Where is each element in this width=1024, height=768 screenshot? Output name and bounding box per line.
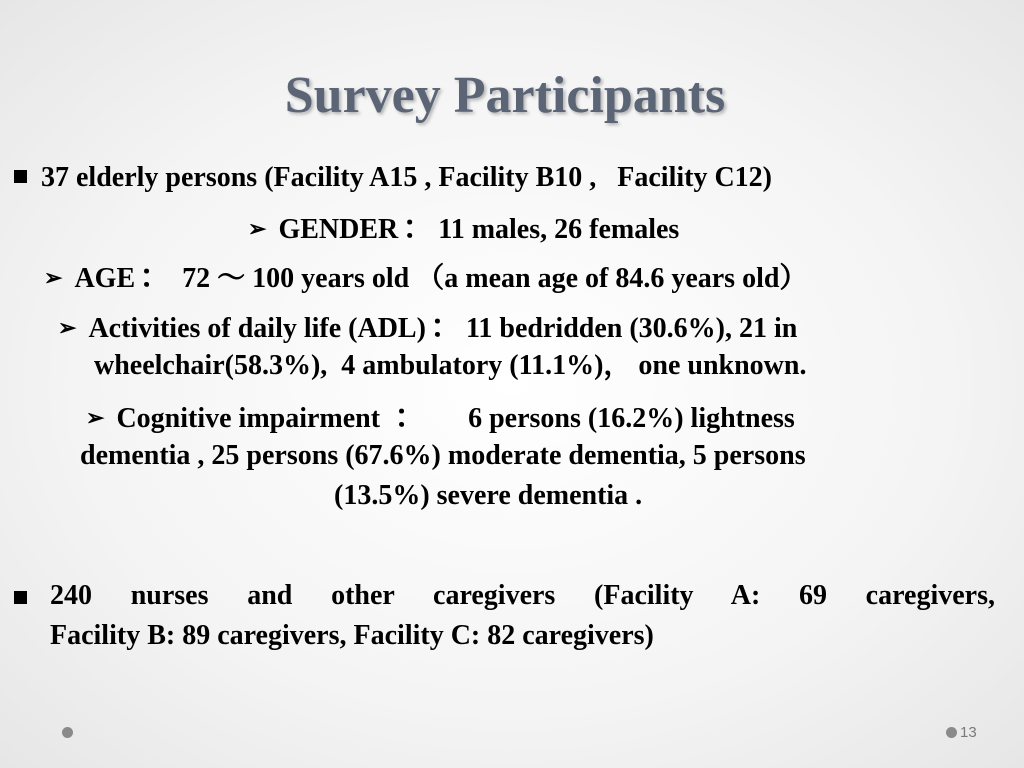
cognitive-value-line2: dementia , 25 persons (67.6%) moderate dementia, 5 persons (80, 440, 806, 471)
age-colon: ： (139, 258, 172, 294)
square-bullet-icon (14, 591, 27, 604)
adl-continuation (94, 346, 806, 386)
footer-left-dot-icon (62, 727, 73, 738)
gender-value: 11 males, 26 females (438, 214, 680, 245)
bullet-caregivers-line1: 240 nurses and other caregivers (Facility A: 69 caregivers, (50, 580, 995, 611)
cognitive-value-line1: 6 persons (16.2%) lightness (440, 403, 795, 434)
cognitive-continuation-2 (334, 476, 642, 516)
gender-colon: ： (402, 209, 435, 245)
gender-label: GENDER (278, 214, 399, 245)
sub-bullet-age (44, 256, 807, 300)
page-number: 13 (960, 724, 977, 741)
caregivers-value-line2: Facility B: 89 caregivers, Facility C: 82 caregivers) (50, 620, 654, 651)
cognitive-value-line3: (13.5%) severe dementia . (334, 480, 643, 511)
cognitive-colon: ： (394, 398, 427, 434)
arrow-bullet-icon: ➢ (86, 405, 105, 430)
square-bullet-icon (14, 170, 27, 183)
age-label: AGE (74, 263, 136, 294)
bullet-caregivers-line2 (50, 616, 654, 656)
arrow-bullet-icon: ➢ (58, 315, 77, 340)
adl-colon: ： (429, 308, 462, 344)
arrow-bullet-icon: ➢ (248, 216, 267, 241)
adl-value-line1: 11 bedridden (30.6%), 21 in (465, 313, 798, 344)
cognitive-continuation-1 (80, 436, 806, 476)
cognitive-label: Cognitive impairment (116, 403, 381, 434)
slide-title: Survey Participants (284, 67, 726, 124)
age-value: 72 ～ 100 years old （a mean age of 84.6 years old） (175, 263, 808, 294)
bullet-elderly-persons (14, 158, 772, 198)
bullet-elderly-text: 37 elderly persons (Facility A15 , Facility B10 , Facility C12) (41, 162, 773, 193)
adl-value-line2: wheelchair(58.3%), 4 ambulatory (11.1%)， one unknown. (94, 350, 807, 381)
sub-bullet-adl (58, 306, 797, 350)
arrow-bullet-icon: ➢ (44, 265, 63, 290)
sub-bullet-cognitive (86, 396, 795, 440)
footer-right-dot-icon (946, 727, 957, 738)
adl-label: Activities of daily life (ADL) (88, 313, 426, 344)
sub-bullet-gender (248, 207, 679, 251)
